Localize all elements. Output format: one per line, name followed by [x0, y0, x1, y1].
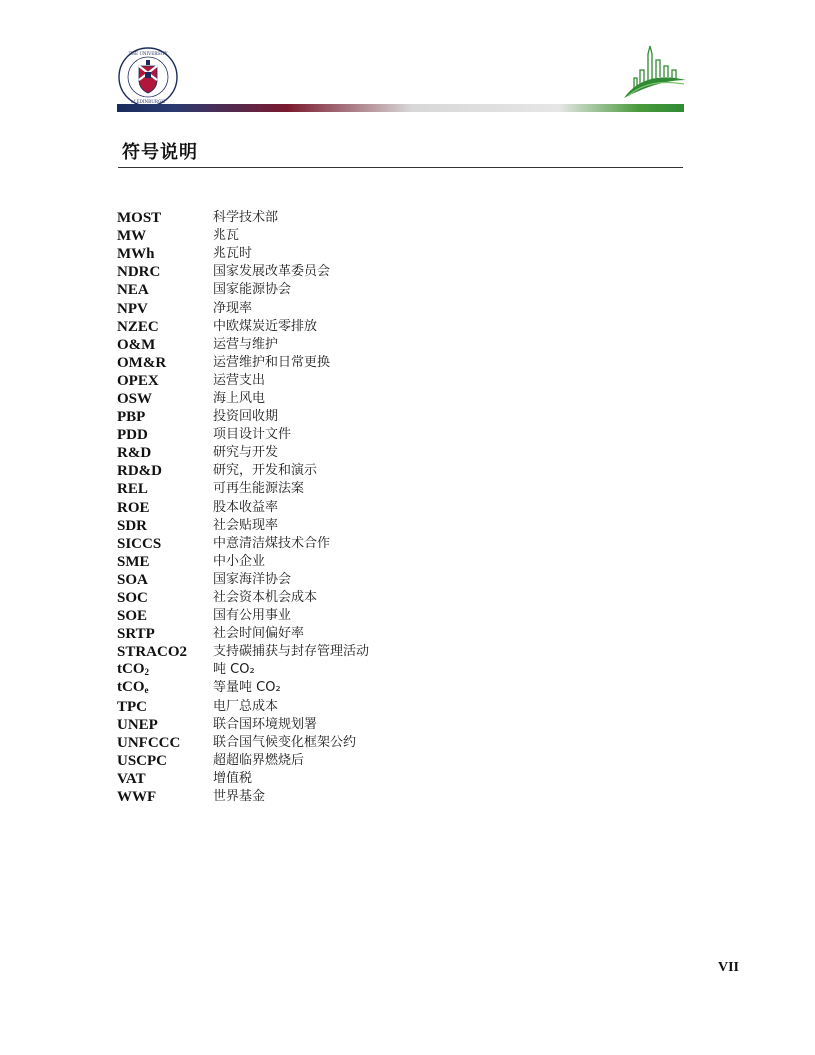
- abbreviation-row: [117, 589, 597, 607]
- abbreviation-term: SOA: [117, 571, 148, 588]
- abbreviation-term: NPV: [117, 300, 148, 317]
- abbreviation-row: [117, 643, 597, 661]
- abbreviation-term: NDRC: [117, 264, 161, 281]
- abbreviation-definition: 等量吨 CO₂: [213, 680, 281, 696]
- abbreviation-term: TPC: [117, 698, 147, 715]
- abbreviation-definition: 国家能源协会: [213, 282, 292, 298]
- abbreviation-definition: 中欧煤炭近零排放: [213, 318, 318, 334]
- abbreviation-term: UNFCCC: [117, 734, 181, 751]
- abbreviation-row: [117, 517, 597, 535]
- abbreviation-term: NZEC: [117, 318, 159, 335]
- abbreviation-term: RD&D: [117, 463, 162, 480]
- abbreviation-definition: 可再生能源法案: [213, 481, 305, 497]
- abbreviation-definition: 世界基金: [213, 789, 266, 805]
- abbreviation-row: [117, 462, 597, 480]
- abbreviation-definition: 股本收益率: [213, 499, 279, 515]
- abbreviation-term: MW: [117, 228, 147, 245]
- abbreviation-term: SDR: [117, 517, 148, 534]
- abbreviation-term: UNEP: [117, 716, 158, 733]
- abbreviation-row: [117, 354, 597, 372]
- abbreviation-term: OSW: [117, 390, 153, 407]
- abbreviation-term: USCPC: [117, 752, 168, 769]
- abbreviation-term: MOST: [117, 210, 162, 227]
- abbreviation-row: [117, 607, 597, 625]
- page-number: VII: [718, 960, 740, 975]
- abbreviation-definition: 社会资本机会成本: [213, 590, 318, 606]
- abbreviation-definition: 研究，开发和演示: [213, 463, 318, 479]
- abbreviation-row: [117, 625, 597, 643]
- abbreviation-row: [117, 209, 597, 227]
- abbreviation-term: SICCS: [117, 535, 162, 552]
- abbreviation-definition: 国有公用事业: [213, 608, 292, 624]
- abbreviation-row: [117, 535, 597, 553]
- abbreviation-term: SRTP: [117, 626, 155, 643]
- abbreviation-definition: 运营与维护: [213, 336, 279, 352]
- abbreviation-term: R&D: [117, 445, 152, 462]
- abbreviation-definition: 社会贴现率: [213, 517, 279, 533]
- abbreviation-definition: 联合国环境规划署: [213, 716, 318, 732]
- abbreviation-term: SME: [117, 553, 150, 570]
- abbreviation-row: [117, 716, 597, 734]
- abbreviation-row: [117, 281, 597, 299]
- abbreviation-term: WWF: [117, 789, 157, 806]
- abbreviation-term: REL: [117, 481, 148, 498]
- abbreviation-definition: 投资回收期: [213, 409, 279, 425]
- university-of-edinburgh-logo: [117, 46, 179, 108]
- abbreviation-row: [117, 299, 597, 317]
- abbreviation-definition: 中小企业: [213, 553, 266, 569]
- abbreviation-row: [117, 752, 597, 770]
- abbreviation-row: [117, 661, 597, 679]
- abbreviation-term: SOC: [117, 590, 148, 607]
- abbreviation-term: NEA: [117, 282, 149, 299]
- abbreviation-row: [117, 263, 597, 281]
- header-color-band: [117, 104, 684, 112]
- abbreviation-row: [117, 318, 597, 336]
- abbreviation-row: [117, 571, 597, 589]
- abbreviation-row: [117, 372, 597, 390]
- abbreviation-row: [117, 788, 597, 806]
- abbreviation-row: [117, 499, 597, 517]
- abbreviation-row: [117, 553, 597, 571]
- page-title: 符号说明: [122, 142, 198, 163]
- city-skyline-logo: [618, 40, 688, 104]
- abbreviation-definition: 联合国气候变化框架公约: [213, 734, 357, 750]
- abbreviation-row: [117, 227, 597, 245]
- abbreviation-term: tCO$_2$: [117, 660, 149, 677]
- abbreviation-definition: 运营支出: [213, 372, 266, 388]
- abbreviation-row: [117, 426, 597, 444]
- abbreviation-term: PDD: [117, 427, 148, 444]
- logo-lettering-bottom: of EDINBURGH: [131, 99, 165, 104]
- abbreviation-definition: 超超临界燃烧后: [213, 752, 305, 768]
- abbreviation-row: [117, 390, 597, 408]
- abbreviation-definition: 海上风电: [213, 390, 266, 406]
- abbreviation-definition: 国家海洋协会: [213, 571, 292, 587]
- abbreviation-term: PBP: [117, 409, 146, 426]
- logo-lettering-top: THE UNIVERSITY: [128, 51, 168, 56]
- abbreviation-term: OPEX: [117, 372, 159, 389]
- abbreviation-row: [117, 770, 597, 788]
- abbreviation-definition: 净现率: [213, 300, 253, 316]
- abbreviation-definition: 兆瓦: [213, 228, 240, 244]
- abbreviation-definition: 电厂总成本: [213, 698, 279, 714]
- title-underline: [118, 167, 683, 168]
- abbreviation-term: tCO$_e$: [117, 678, 149, 695]
- abbreviation-row: [117, 679, 597, 697]
- abbreviation-definition: 运营维护和日常更换: [213, 354, 331, 370]
- abbreviation-row: [117, 480, 597, 498]
- abbreviation-term: O&M: [117, 336, 156, 353]
- abbreviation-term: OM&R: [117, 354, 167, 371]
- abbreviation-definition: 中意清洁煤技术合作: [213, 535, 331, 551]
- abbreviation-row: [117, 245, 597, 263]
- abbreviation-term: VAT: [117, 770, 146, 787]
- abbreviation-definition: 研究与开发: [213, 445, 279, 461]
- abbreviation-definition: 吨 CO₂: [213, 662, 255, 678]
- abbreviation-row: [117, 698, 597, 716]
- abbreviation-term: MWh: [117, 246, 155, 263]
- abbreviation-definition: 增值税: [213, 770, 253, 786]
- abbreviation-term: STRACO2: [117, 644, 188, 661]
- abbreviation-definition: 支持碳捕获与封存管理活动: [213, 644, 370, 660]
- abbreviation-row: [117, 734, 597, 752]
- abbreviation-list: [117, 209, 597, 806]
- abbreviation-row: [117, 444, 597, 462]
- abbreviation-definition: 项目设计文件: [213, 427, 292, 443]
- abbreviation-row: [117, 336, 597, 354]
- abbreviation-definition: 科学技术部: [213, 210, 279, 226]
- abbreviation-term: SOE: [117, 608, 148, 625]
- abbreviation-definition: 社会时间偏好率: [213, 626, 305, 642]
- abbreviation-row: [117, 408, 597, 426]
- abbreviation-definition: 国家发展改革委员会: [213, 264, 331, 280]
- abbreviation-definition: 兆瓦时: [213, 246, 253, 262]
- abbreviation-term: ROE: [117, 499, 150, 516]
